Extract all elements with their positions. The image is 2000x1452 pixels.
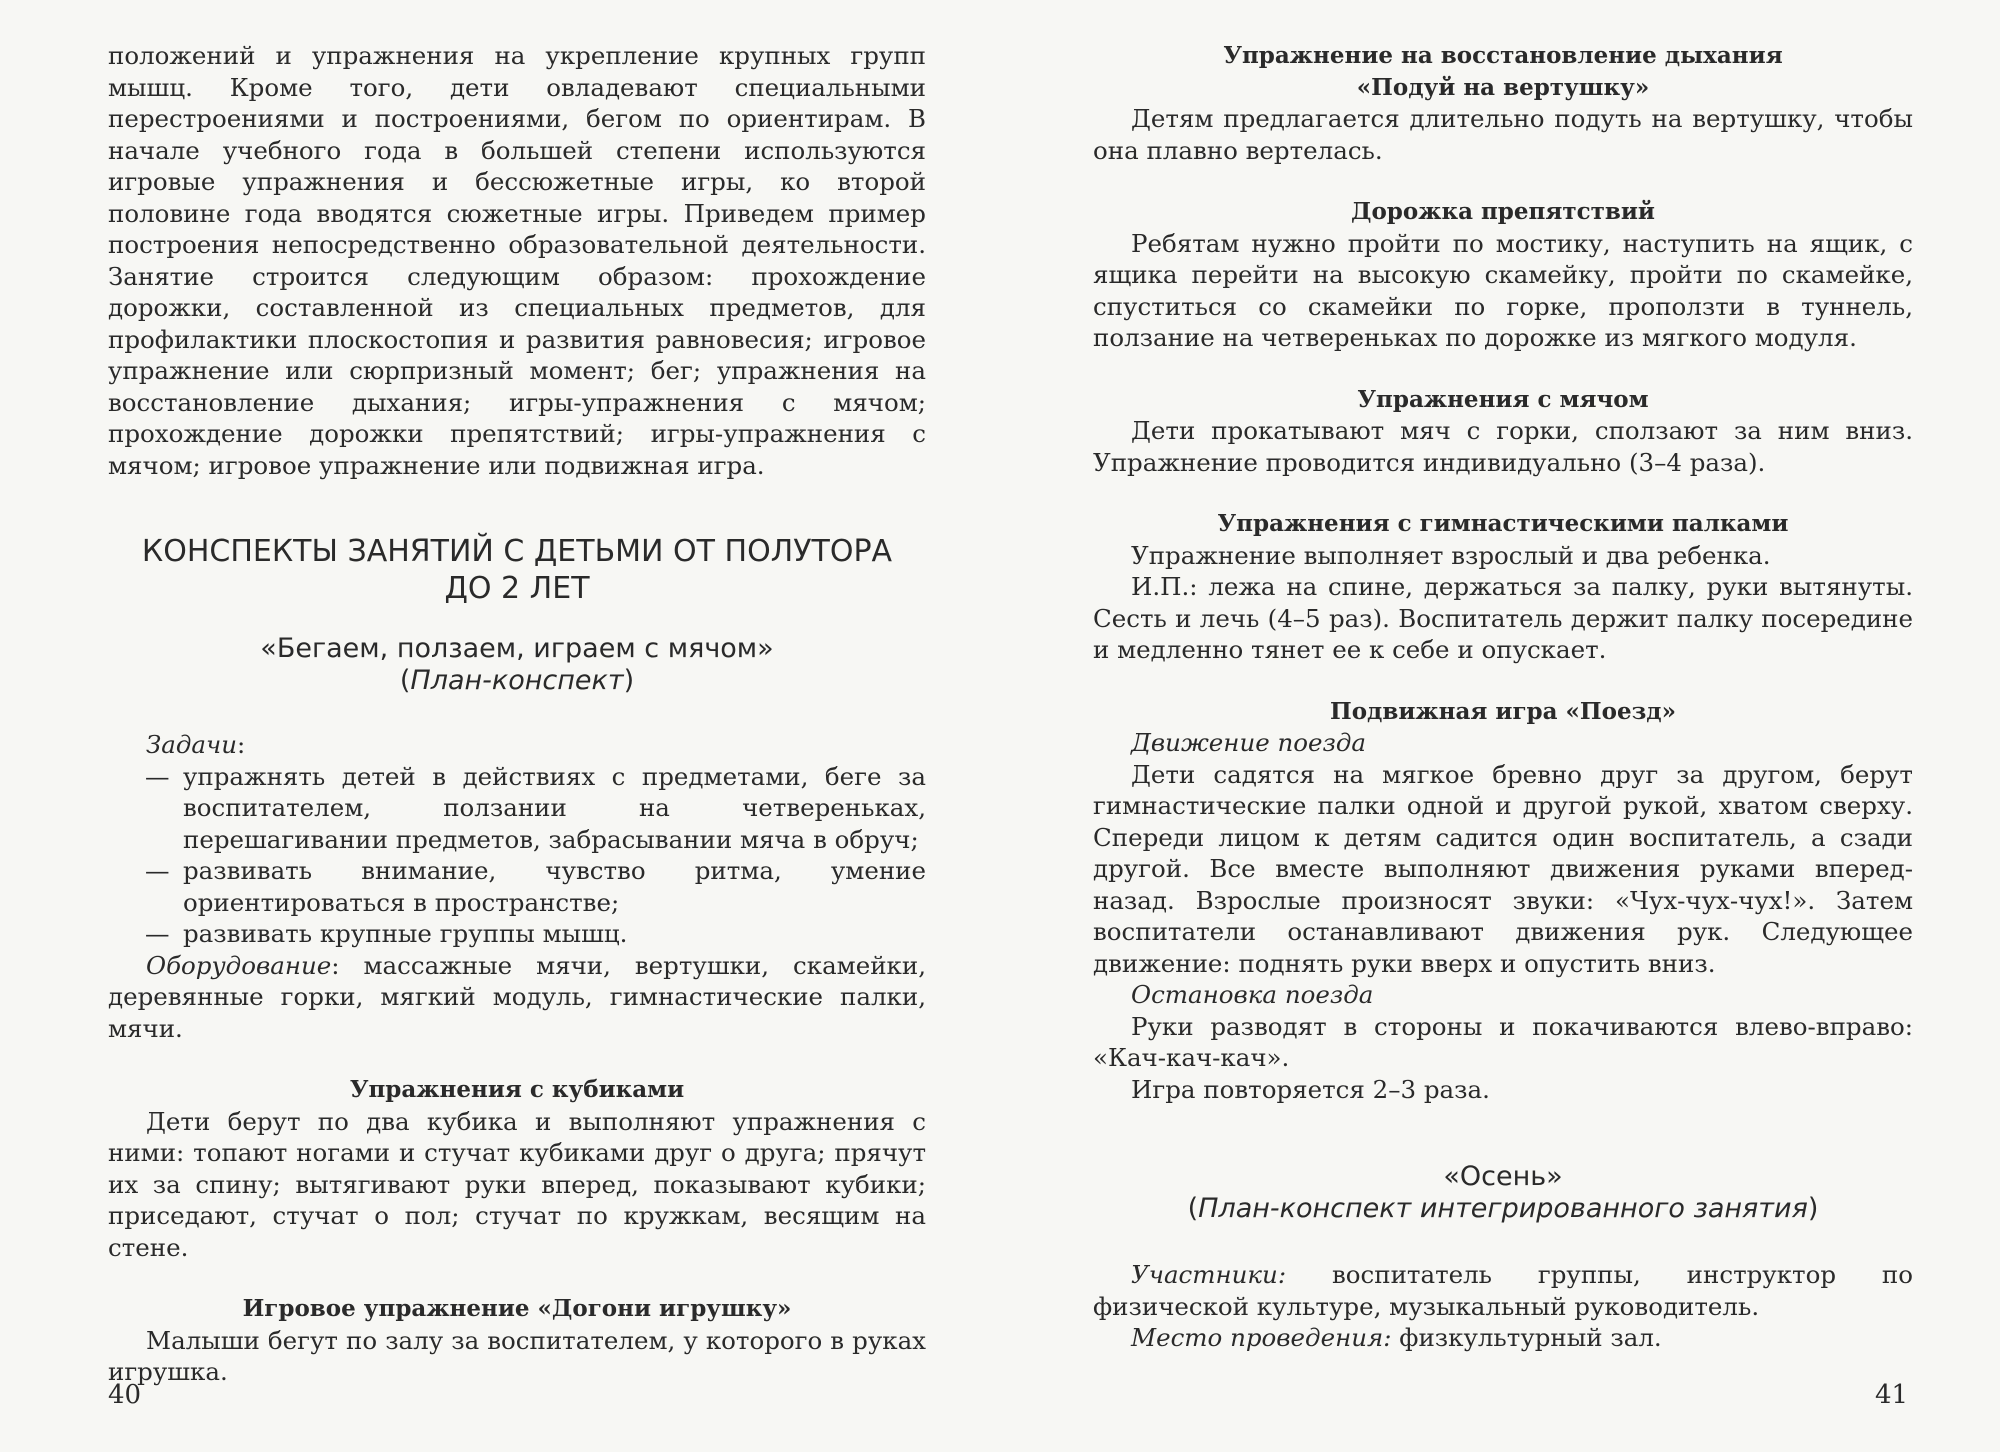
task-item: — упражнять детей в действиях с предметами, беге за воспитателем, ползании на четвереньках, перешагивании предметов, забрасывании мяча в обруч;	[145, 761, 926, 854]
participants-label: Участники:	[1131, 1260, 1287, 1289]
train-stop-label: Остановка поезда	[1131, 980, 1374, 1009]
train-heading: Подвижная игра «Поезд»	[1330, 697, 1676, 725]
section-title-line2: ДО 2 ЛЕТ	[444, 571, 590, 606]
participants-text: воспитатель группы, инструктор по физической культуре, музыкальный руководитель.	[1093, 1260, 1913, 1321]
right-page	[1000, 0, 2000, 1452]
ball-heading: Упражнения с мячом	[1357, 385, 1649, 413]
place-paragraph	[1093, 1322, 1913, 1354]
participants-paragraph	[1093, 1259, 1913, 1322]
task-item: — развивать внимание, чувство ритма, умение ориентироваться в пространстве;	[145, 856, 926, 917]
sticks-heading: Упражнения с гимнастическими палками	[1217, 510, 1789, 537]
equipment-paragraph: Оборудование: массажные мячи, вертушки, скамейки, деревянные горки, мягкий модуль, гимнастические палки, мячи.	[108, 950, 926, 1043]
lesson-subtitle-wrap: (План-конспект)	[399, 665, 635, 696]
task-text: развивать внимание, чувство ритма, умение ориентироваться в пространстве;	[183, 856, 926, 917]
cubes-heading: Упражнения с кубиками	[349, 1076, 685, 1103]
tasks-label-line: Задачи:	[146, 730, 246, 759]
intro-paragraph: положений и упражнения на укрепление крупных групп мышц. Кроме того, дети овладевают специальными перестроениями и построениями, бегом по ориентирам. В начале учебного года в большей степени используются игровые упражнения и бессюжетные игры, ко второй половине года вводятся сюжетные игры. Приведем пример построения непосредственно образовательной деятельности. Занятие строится следующим образом: прохождение дорожки, составленной из специальных предметов, для профилактики плоскостопия и развития равновесия; игровое упражнение или сюрпризный момент; бег; упражнения на восстановление дыхания; игры-упражнения с мячом; прохождение дорожки препятствий; игры-упражнения с мячом; игровое упражнение или подвижная игра.	[108, 41, 926, 480]
tasks-list	[108, 761, 926, 950]
train-stop-text: Руки разводят в стороны и покачиваются влево-вправо: «Кач-кач-кач».	[1093, 1011, 1913, 1072]
left-column	[108, 40, 926, 1388]
catch-heading: Игровое упражнение «Догони игрушку»	[242, 1295, 792, 1322]
lesson-title: «Бегаем, ползаем, играем с мячом»	[260, 633, 774, 664]
ball-text: Дети прокатывают мяч с горки, сползают за ним вниз. Упражнение проводится индивидуально (3–4 раза).	[1093, 416, 1913, 477]
section-title-line1: КОНСПЕКТЫ ЗАНЯТИЙ С ДЕТЬМИ ОТ ПОЛУТОРА	[141, 534, 893, 569]
breath-text: Детям предлагается длительно подуть на вертушку, чтобы она плавно вертелась.	[1093, 104, 1913, 165]
task-text: развивать крупные группы мышц.	[183, 919, 628, 948]
task-text: упражнять детей в действиях с предметами, беге за воспитателем, ползании на четвереньках, перешагивании предметов, забрасывании мяча в обруч;	[183, 761, 926, 854]
train-repeat: Игра повторяется 2–3 раза.	[1131, 1074, 1490, 1104]
cubes-text: Дети берут по два кубика и выполняют упражнения с ними: топают ногами и стучат кубиками друг о друга; прячут их за спину; вытягивают руки вперед, показывают кубики; приседают, стучат о пол; стучат по кружкам, весящим на стене.	[108, 1106, 926, 1262]
train-move-label: Движение поезда	[1131, 728, 1367, 757]
breath-heading-1: Упражнение на восстановление дыхания	[1223, 42, 1783, 69]
catch-text: Малыши бегут по залу за воспитателем, у которого в руках игрушка.	[108, 1325, 926, 1386]
train-move-text: Дети садятся на мягкое бревно друг за другом, берут гимнастические палки одной и другой рукой, хватом сверху. Спереди лицом к детям садится один воспитатель, а сзади другой. Все вместе выполняют движения руками вперед-назад. Взрослые произносят звуки: «Чух-чух-чух!». Затем воспитатели останавливают движения рук. Следующее движение: поднять руки вверх и опустить вниз.	[1093, 759, 1913, 978]
place-label: Место проведения:	[1131, 1323, 1392, 1352]
path-heading: Дорожка препятствий	[1351, 198, 1655, 225]
tasks-label: Задачи	[146, 730, 238, 759]
autumn-title: «Осень»	[1443, 1161, 1563, 1192]
breath-heading-2: «Подуй на вертушку»	[1356, 73, 1650, 101]
place-text: физкультурный зал.	[1399, 1323, 1662, 1352]
task-item: — развивать крупные группы мышц.	[145, 919, 628, 948]
page-number-left: 40	[108, 1380, 142, 1410]
autumn-subtitle-wrap: (План-конспект интегрированного занятия)	[1187, 1193, 1819, 1224]
equipment-label: Оборудование	[146, 950, 332, 980]
path-text: Ребятам нужно пройти по мостику, наступить на ящик, с ящика перейти на высокую скамейку, пройти по скамейке, спуститься со скамейки по горке, проползти в туннель, ползание на четвереньках по дорожке из мягкого модуля.	[1093, 228, 1913, 352]
autumn-subtitle: План-конспект интегрированного занятия	[1198, 1193, 1808, 1224]
sticks-text-2: И.П.: лежа на спине, держаться за палку, руки вытянуты. Сесть и лечь (4–5 раз). Воспитатель держит палку посередине и медленно тянет ее к себе и опускает.	[1093, 572, 1913, 664]
equipment-text: массажные мячи, вертушки, скамейки, деревянные горки, мягкий модуль, гимнастические палки, мячи.	[108, 950, 926, 1043]
page-number-right: 41	[1875, 1380, 1909, 1410]
lesson-subtitle: План-конспект	[410, 665, 624, 696]
right-column	[1093, 40, 1913, 1354]
sticks-text-1: Упражнение выполняет взрослый и два ребенка.	[1131, 540, 1771, 570]
